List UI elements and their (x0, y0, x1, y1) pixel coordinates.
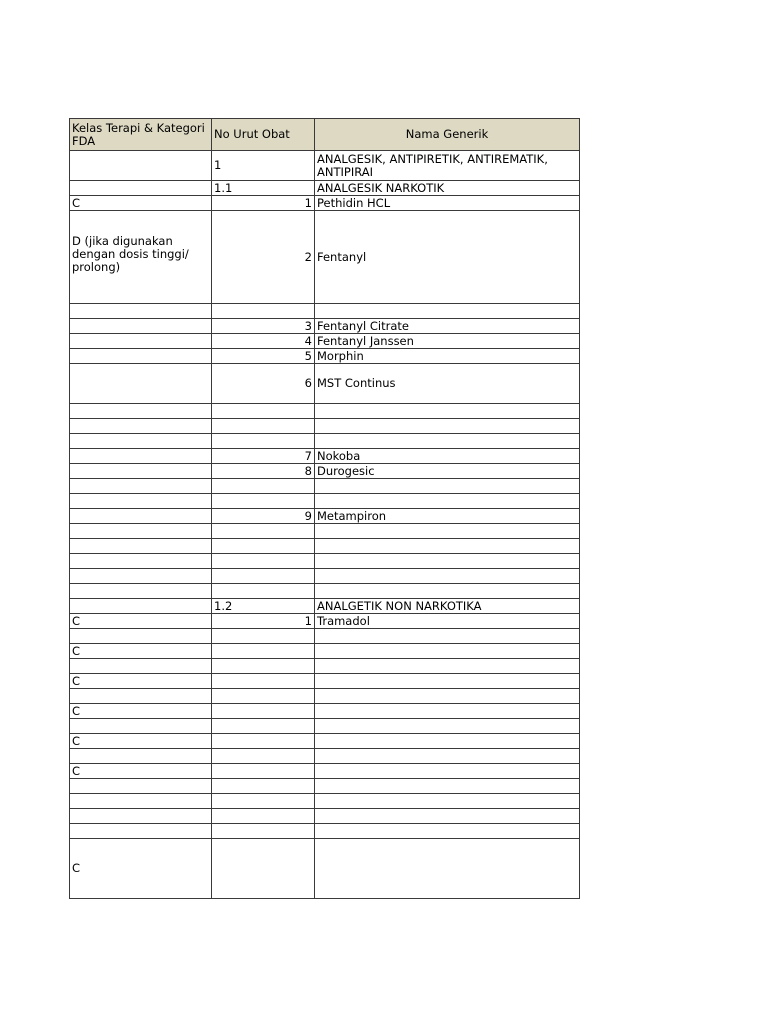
kelas-cell: C (70, 644, 212, 659)
no-cell: 6 (212, 364, 315, 404)
nama-cell (315, 824, 580, 839)
no-cell: 1 (212, 196, 315, 211)
header-no: No Urut Obat (212, 119, 315, 151)
no-cell (212, 434, 315, 449)
no-cell (212, 629, 315, 644)
table-row (70, 629, 580, 644)
kelas-cell (70, 479, 212, 494)
table-row (70, 644, 580, 659)
drug-table (69, 118, 580, 899)
table-row (70, 524, 580, 539)
nama-cell (315, 764, 580, 779)
kelas-cell: C (70, 839, 212, 899)
no-cell (212, 824, 315, 839)
no-cell: 9 (212, 509, 315, 524)
no-cell: 3 (212, 319, 315, 334)
table-row (70, 659, 580, 674)
table-row (70, 211, 580, 304)
kelas-cell (70, 464, 212, 479)
no-cell: 8 (212, 464, 315, 479)
nama-cell (315, 809, 580, 824)
nama-cell: Metampiron (315, 509, 580, 524)
no-cell (212, 734, 315, 749)
table-row (70, 554, 580, 569)
kelas-cell (70, 349, 212, 364)
nama-cell (315, 644, 580, 659)
kelas-cell: C (70, 196, 212, 211)
nama-cell (315, 689, 580, 704)
kelas-cell (70, 539, 212, 554)
no-cell (212, 419, 315, 434)
kelas-cell (70, 554, 212, 569)
nama-cell (315, 839, 580, 899)
no-cell: 5 (212, 349, 315, 364)
table-row (70, 809, 580, 824)
kelas-cell: C (70, 764, 212, 779)
kelas-cell (70, 719, 212, 734)
table-row (70, 569, 580, 584)
nama-cell (315, 304, 580, 319)
nama-cell: ANALGETIK NON NARKOTIKA (315, 599, 580, 614)
table-row (70, 196, 580, 211)
table-row (70, 334, 580, 349)
kelas-cell (70, 419, 212, 434)
kelas-cell (70, 599, 212, 614)
kelas-cell: D (jika digunakan dengan dosis tinggi/ prolong) (70, 211, 212, 304)
no-cell: 1.2 (212, 599, 315, 614)
nama-cell: Fentanyl (315, 211, 580, 304)
nama-cell (315, 554, 580, 569)
nama-cell: Morphin (315, 349, 580, 364)
nama-cell (315, 719, 580, 734)
nama-cell (315, 494, 580, 509)
table-row (70, 779, 580, 794)
no-cell (212, 809, 315, 824)
no-cell (212, 839, 315, 899)
kelas-cell (70, 304, 212, 319)
nama-cell (315, 674, 580, 689)
table-row (70, 749, 580, 764)
no-cell: 2 (212, 211, 315, 304)
no-cell (212, 704, 315, 719)
table-row (70, 349, 580, 364)
no-cell (212, 569, 315, 584)
no-cell (212, 304, 315, 319)
table-row (70, 584, 580, 599)
table-row (70, 509, 580, 524)
table-row (70, 364, 580, 404)
no-cell (212, 539, 315, 554)
kelas-cell (70, 794, 212, 809)
kelas-cell (70, 364, 212, 404)
no-cell (212, 479, 315, 494)
table-row (70, 704, 580, 719)
kelas-cell (70, 659, 212, 674)
nama-cell (315, 779, 580, 794)
kelas-cell (70, 151, 212, 181)
nama-cell: Nokoba (315, 449, 580, 464)
kelas-cell: C (70, 734, 212, 749)
nama-cell (315, 569, 580, 584)
table-row (70, 181, 580, 196)
nama-cell: Fentanyl Janssen (315, 334, 580, 349)
nama-cell (315, 659, 580, 674)
kelas-cell (70, 749, 212, 764)
table-row (70, 319, 580, 334)
kelas-cell (70, 319, 212, 334)
table-row (70, 614, 580, 629)
table-row (70, 599, 580, 614)
nama-cell: Fentanyl Citrate (315, 319, 580, 334)
no-cell: 1 (212, 614, 315, 629)
table-row (70, 764, 580, 779)
nama-cell: Pethidin HCL (315, 196, 580, 211)
nama-cell (315, 524, 580, 539)
table-row (70, 839, 580, 899)
kelas-cell: C (70, 704, 212, 719)
header-row (70, 119, 580, 151)
nama-cell (315, 434, 580, 449)
kelas-cell (70, 569, 212, 584)
header-nama: Nama Generik (315, 119, 580, 151)
table-row (70, 479, 580, 494)
nama-cell (315, 629, 580, 644)
kelas-cell (70, 334, 212, 349)
nama-cell (315, 404, 580, 419)
nama-cell (315, 539, 580, 554)
nama-cell (315, 479, 580, 494)
kelas-cell (70, 494, 212, 509)
kelas-cell (70, 779, 212, 794)
kelas-cell (70, 629, 212, 644)
no-cell: 1 (212, 151, 315, 181)
table-row (70, 404, 580, 419)
nama-cell: Tramadol (315, 614, 580, 629)
no-cell: 4 (212, 334, 315, 349)
no-cell (212, 689, 315, 704)
kelas-cell: C (70, 614, 212, 629)
no-cell: 7 (212, 449, 315, 464)
nama-cell: Durogesic (315, 464, 580, 479)
table-row (70, 434, 580, 449)
kelas-cell (70, 434, 212, 449)
kelas-cell (70, 524, 212, 539)
no-cell (212, 584, 315, 599)
kelas-cell (70, 449, 212, 464)
kelas-cell (70, 824, 212, 839)
table-row (70, 464, 580, 479)
kelas-cell (70, 689, 212, 704)
kelas-cell: C (70, 674, 212, 689)
table-row (70, 494, 580, 509)
no-cell (212, 794, 315, 809)
nama-cell (315, 704, 580, 719)
nama-cell (315, 749, 580, 764)
table-row (70, 539, 580, 554)
table-row (70, 449, 580, 464)
header-kelas: Kelas Terapi & Kategori FDA (70, 119, 212, 151)
no-cell (212, 554, 315, 569)
nama-cell (315, 734, 580, 749)
nama-cell: ANALGESIK NARKOTIK (315, 181, 580, 196)
kelas-cell (70, 181, 212, 196)
no-cell (212, 779, 315, 794)
kelas-cell (70, 809, 212, 824)
no-cell (212, 404, 315, 419)
nama-cell (315, 419, 580, 434)
table-row (70, 419, 580, 434)
table-row (70, 794, 580, 809)
nama-cell: MST Continus (315, 364, 580, 404)
no-cell (212, 764, 315, 779)
kelas-cell (70, 584, 212, 599)
table-row (70, 824, 580, 839)
nama-cell (315, 794, 580, 809)
no-cell (212, 719, 315, 734)
table-row (70, 151, 580, 181)
no-cell (212, 524, 315, 539)
table-row (70, 734, 580, 749)
nama-cell: ANALGESIK, ANTIPIRETIK, ANTIREMATIK, ANTIPIRAI (315, 151, 580, 181)
table-row (70, 674, 580, 689)
no-cell (212, 494, 315, 509)
no-cell (212, 674, 315, 689)
no-cell (212, 749, 315, 764)
no-cell (212, 659, 315, 674)
kelas-cell (70, 509, 212, 524)
kelas-cell (70, 404, 212, 419)
table-row (70, 689, 580, 704)
no-cell: 1.1 (212, 181, 315, 196)
table-row (70, 719, 580, 734)
nama-cell (315, 584, 580, 599)
table-row (70, 304, 580, 319)
no-cell (212, 644, 315, 659)
